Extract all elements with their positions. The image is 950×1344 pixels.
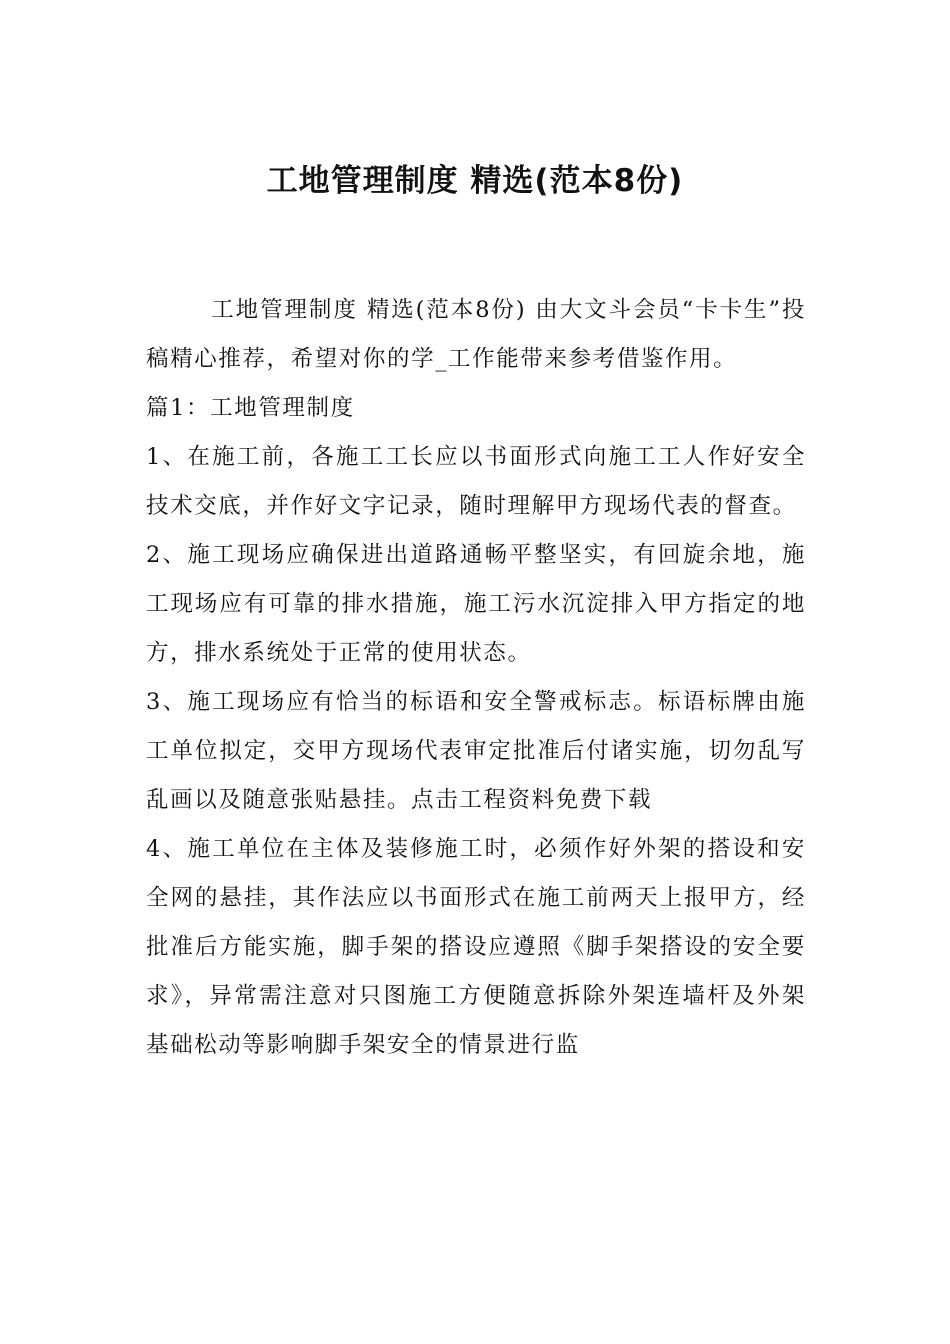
rule-item-1: 1、在施工前，各施工工长应以书面形式向施工工人作好安全技术交底，并作好文字记录，随时理解甲方现场代表的督查。 <box>146 444 806 519</box>
intro-paragraph: 工地管理制度 精选(范本8份) 由大文斗会员“卡卡生”投稿精心推荐，希望对你的学_工作能带来参考借鉴作用。 <box>146 297 806 372</box>
rule-item-4: 4、施工单位在主体及装修施工时，必须作好外架的搭设和安全网的悬挂，其作法应以书面形式在施工前两天上报甲方，经批准后方能实施，脚手架的搭设应遵照《脚手架搭设的安全要求》，异常需注意对只图施工方便随意拆除外架连墙杆及外架基础松动等影响脚手架安全的情景进行监 <box>146 836 806 1058</box>
document-title: 工地管理制度 精选(范本8份) <box>266 163 684 199</box>
section-heading: 篇1：工地管理制度 <box>146 395 355 421</box>
rule-item-2: 2、施工现场应确保进出道路通畅平整坚实，有回旋余地，施工现场应有可靠的排水措施，施工污水沉淀排入甲方指定的地方，排水系统处于正常的使用状态。 <box>146 542 806 666</box>
rule-item-3: 3、施工现场应有恰当的标语和安全警戒标志。标语标牌由施工单位拟定，交甲方现场代表审定批准后付诸实施，切勿乱写乱画以及随意张贴悬挂。点击工程资料免费下载 <box>146 689 806 813</box>
document-body <box>146 286 806 1070</box>
